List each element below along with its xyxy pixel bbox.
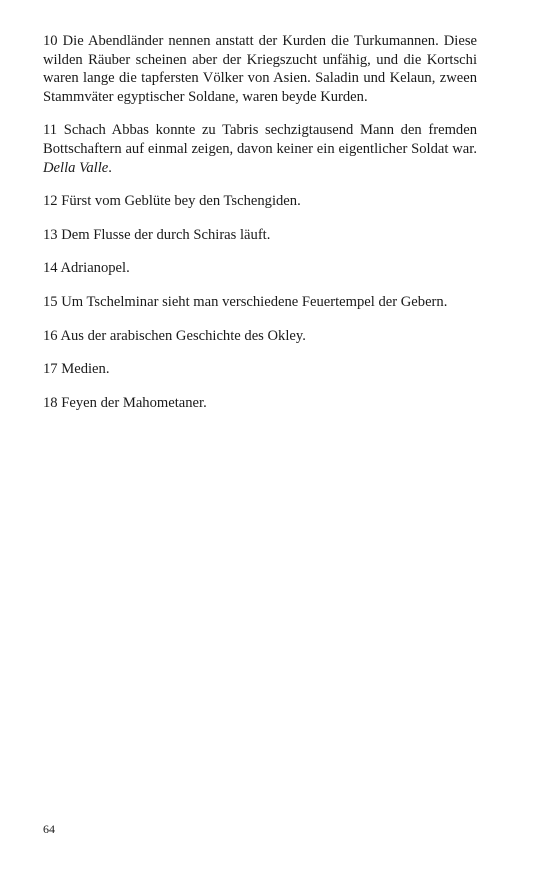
footnote-text: Um Tschelminar sieht man verschiedene Feuertempel der Gebern. — [61, 293, 448, 310]
footnote-12 — [43, 192, 477, 211]
footnote-number: 10 — [43, 33, 58, 49]
footnote-text: Fürst vom Geblüte bey den Tschengiden. — [61, 193, 301, 210]
footnote-number: 13 — [43, 226, 58, 243]
footnote-10 — [43, 32, 477, 106]
footnote-16 — [43, 327, 477, 346]
footnote-11 — [43, 121, 477, 177]
footnote-text: Schach Abbas konnte zu Tabris sechzigtausend Mann den fremden Bottschaftern auf einmal zeigen, davon keiner ein eigentlicher Soldat war. — [43, 122, 477, 157]
footnote-text: Die Abendländer nennen anstatt der Kurden die Turkumannen. Diese wilden Räuber scheinen aber der Kriegszucht unfähig, und die Kortschi waren lange die tapfersten Völker von Asien. Saladin und Kelaun, zween Stammväter egyptischer Soldane, waren beyde Kurden. — [43, 33, 477, 105]
footnote-14 — [43, 259, 477, 278]
footnote-text: Dem Flusse der durch Schiras läuft. — [61, 226, 271, 243]
footnote-number: 12 — [43, 193, 58, 210]
footnote-number: 16 — [43, 327, 58, 344]
footnote-15 — [43, 293, 477, 312]
footnote-number: 17 — [43, 361, 58, 378]
footnote-number: 15 — [43, 293, 58, 310]
footnote-text: Aus der arabischen Geschichte des Okley. — [60, 327, 306, 344]
footnote-tail: . — [108, 159, 112, 176]
footnote-source-italic: Della Valle — [43, 159, 109, 176]
footnote-13 — [43, 226, 477, 245]
footnote-18 — [43, 394, 477, 413]
footnote-number: 18 — [43, 394, 58, 411]
footnote-number: 11 — [43, 122, 58, 139]
footnotes-page — [43, 32, 477, 427]
footnote-text: Feyen der Mahometaner. — [61, 394, 207, 411]
page-number: 64 — [43, 822, 55, 836]
footnote-text: Medien. — [61, 361, 110, 378]
footnote-17 — [43, 360, 477, 379]
footnote-text: Adrianopel. — [60, 260, 130, 277]
footnote-number: 14 — [43, 260, 58, 277]
